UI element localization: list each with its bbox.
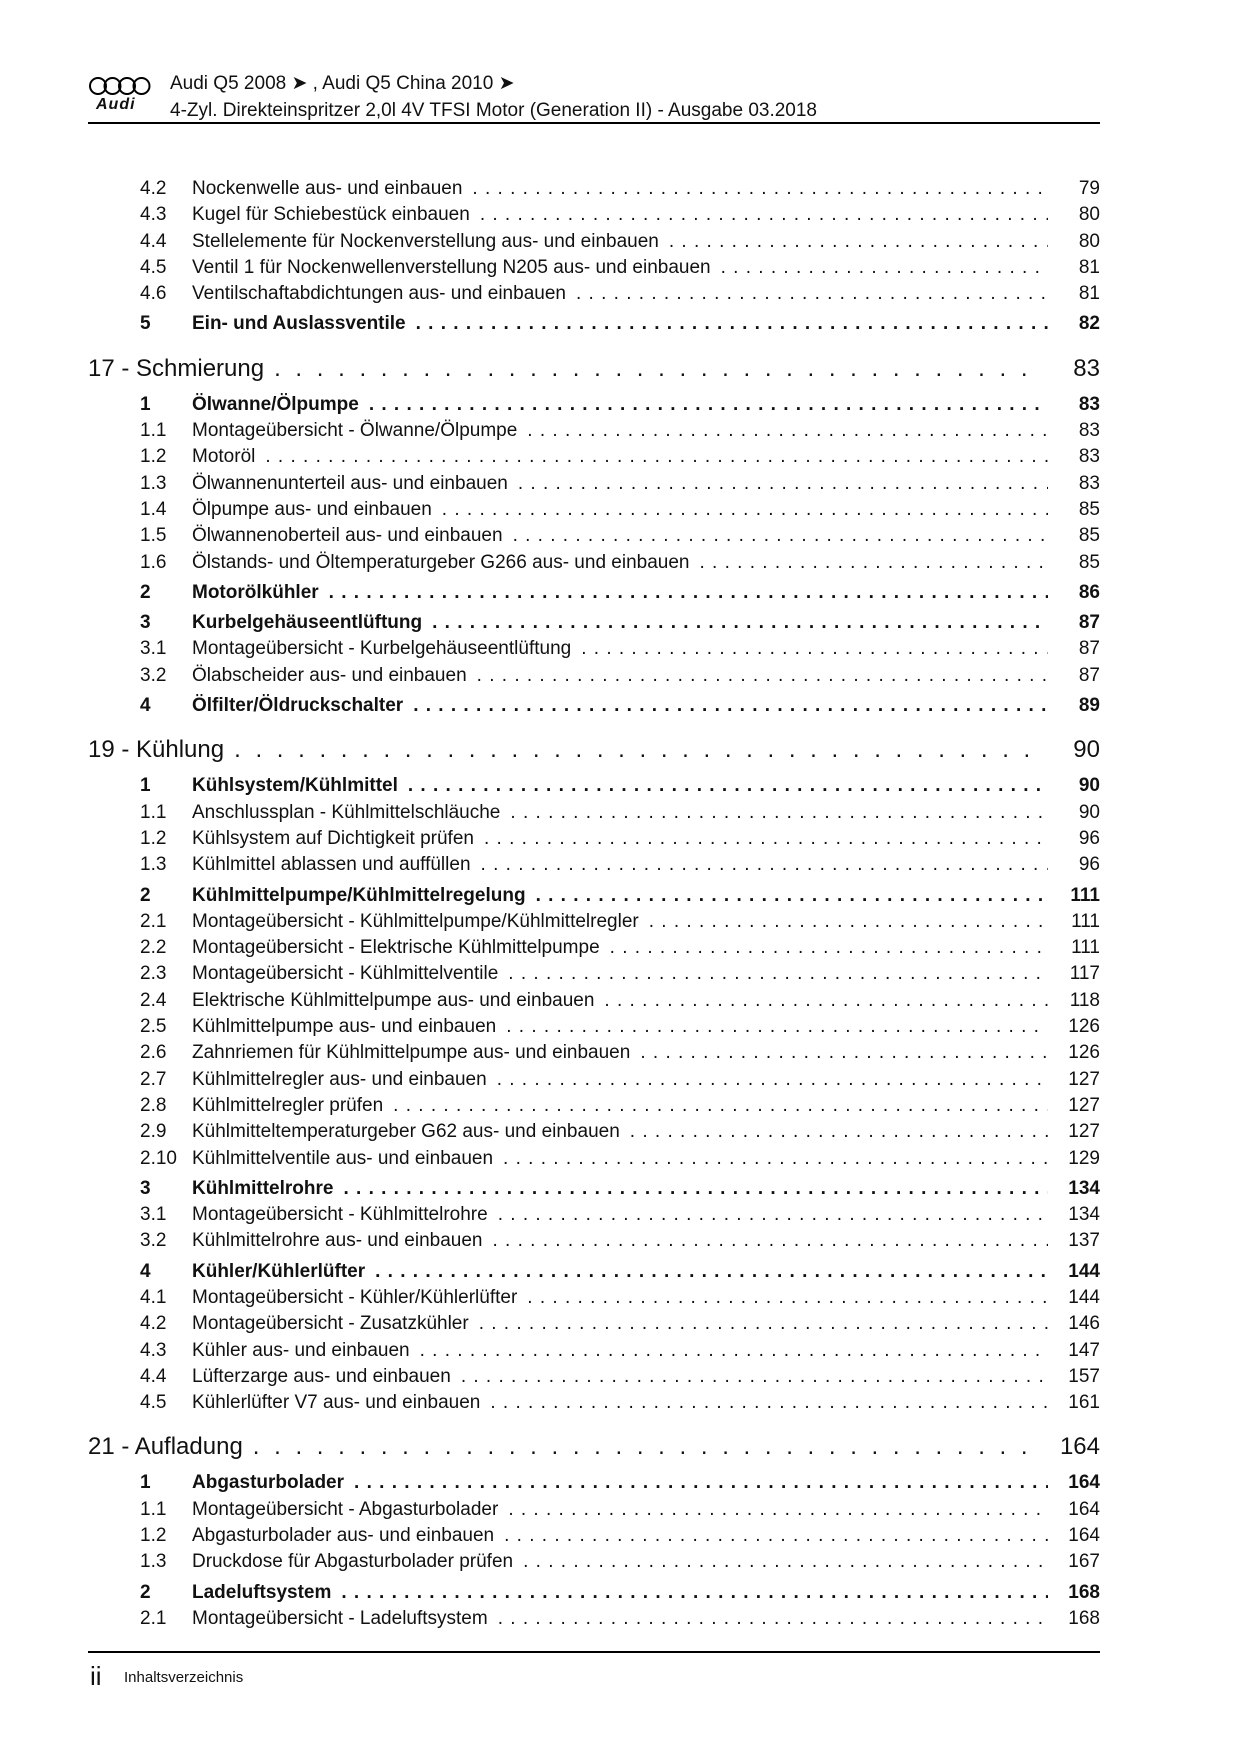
toc-entry-page: 146 [1068, 1313, 1100, 1335]
toc-entry-number: 4.3 [140, 1339, 167, 1361]
toc-section[interactable] [88, 392, 1100, 418]
toc-entry-number: 2.7 [140, 1068, 167, 1090]
toc-chapter[interactable] [88, 731, 1100, 769]
toc-entry-title: Kühlmittelventile aus- und einbauen [192, 1147, 494, 1169]
dot-leader [527, 1285, 1048, 1311]
dot-leader [265, 444, 1048, 470]
toc-section[interactable] [88, 773, 1100, 799]
toc-entry-number: 2.3 [140, 963, 167, 985]
toc-subsection[interactable] [88, 471, 1100, 497]
audi-rings-icon [88, 76, 152, 96]
toc-entry-page: 89 [1078, 695, 1100, 717]
toc-entry-title: Anschlussplan - Kühlmittelschläuche [192, 801, 501, 823]
toc-entry-title: Ventilschaftabdichtungen aus- und einbauen [192, 283, 566, 305]
toc-entry-title: Ölfilter/Öldruckschalter [192, 695, 404, 717]
toc-entry-page: 96 [1078, 827, 1100, 849]
toc-entry-page: 90 [1073, 736, 1100, 764]
toc-section[interactable] [88, 1176, 1100, 1202]
toc-entry-number: 1 [140, 393, 151, 415]
toc-entry-title: Montageübersicht - Elektrische Kühlmittelpumpe [192, 937, 600, 959]
toc-section[interactable] [88, 1580, 1100, 1606]
toc-entry-title: Kugel für Schiebestück einbauen [192, 204, 470, 226]
toc-subsection[interactable] [88, 1390, 1100, 1416]
toc-entry-number: 4.4 [140, 230, 167, 252]
toc-section[interactable] [88, 610, 1100, 636]
toc-entry-number: 1.1 [140, 1498, 167, 1520]
dot-leader [576, 281, 1048, 307]
toc-entry-page: 111 [1070, 884, 1100, 906]
toc-entry-title: Montageübersicht - Kühlmittelventile [192, 963, 499, 985]
toc-entry-number: 2.10 [140, 1147, 177, 1169]
toc-entry-number: 4.4 [140, 1365, 167, 1387]
toc-subsection[interactable] [88, 255, 1100, 281]
toc-entry-title: Kühlsystem/Kühlmittel [192, 775, 398, 797]
toc-section[interactable] [88, 883, 1100, 909]
toc-entry-page: 81 [1078, 283, 1100, 305]
toc-entry-number: 2.4 [140, 989, 167, 1011]
dot-leader [630, 1119, 1048, 1145]
toc-subsection[interactable] [88, 1202, 1100, 1228]
toc-subsection[interactable] [88, 988, 1100, 1014]
toc-entry-page: 111 [1071, 937, 1100, 959]
audi-logo [88, 76, 152, 116]
toc-subsection[interactable] [88, 1040, 1100, 1066]
toc-subsection[interactable] [88, 636, 1100, 662]
dot-leader [369, 392, 1048, 418]
toc-subsection[interactable] [88, 1067, 1100, 1093]
dot-leader [481, 852, 1048, 878]
dot-leader [497, 1067, 1048, 1093]
toc-entry-page: 164 [1059, 1433, 1100, 1461]
dot-leader [480, 202, 1048, 228]
toc-entry-number: 3 [140, 1177, 151, 1199]
toc-entry-page: 85 [1078, 525, 1100, 547]
toc-entry-title: Kühlmittelrohre aus- und einbauen [192, 1230, 483, 1252]
toc-entry-number: 2.5 [140, 1016, 167, 1038]
toc-section[interactable] [88, 1470, 1100, 1496]
toc-entry-page: 80 [1078, 230, 1100, 252]
toc-entry-number: 1 [140, 775, 151, 797]
toc-entry-number: 1.1 [140, 801, 167, 823]
toc-entry-page: 80 [1078, 204, 1100, 226]
toc-subsection[interactable] [88, 523, 1100, 549]
toc-subsection[interactable] [88, 444, 1100, 470]
toc-entry-title: Kühler aus- und einbauen [192, 1339, 410, 1361]
toc-entry-page: 137 [1068, 1230, 1100, 1252]
toc-entry-title: Kühlmittelregler prüfen [192, 1094, 384, 1116]
toc-chapter[interactable] [88, 1428, 1100, 1466]
toc-entry-page: 168 [1068, 1581, 1100, 1603]
toc-entry-page: 90 [1078, 775, 1100, 797]
toc-entry-page: 157 [1068, 1365, 1100, 1387]
toc-entry-number: 3.2 [140, 664, 167, 686]
toc-entry-title: Kühlmittelpumpe aus- und einbauen [192, 1016, 497, 1038]
dot-leader [508, 961, 1048, 987]
toc-entry-page: 126 [1068, 1016, 1100, 1038]
dot-leader [341, 1580, 1048, 1606]
dot-leader [329, 580, 1048, 606]
toc-entry-number: 1.2 [140, 1525, 167, 1547]
dot-leader [413, 693, 1048, 719]
toc-subsection[interactable] [88, 1523, 1100, 1549]
table-of-contents [88, 176, 1100, 1632]
toc-subsection[interactable] [88, 1549, 1100, 1575]
toc-entry-title: Montageübersicht - Kühlmittelrohre [192, 1204, 488, 1226]
dot-leader [393, 1093, 1048, 1119]
toc-entry-number: 1.3 [140, 1551, 167, 1573]
toc-subsection[interactable] [88, 497, 1100, 523]
toc-entry-page: 164 [1068, 1472, 1100, 1494]
toc-entry-page: 83 [1078, 446, 1100, 468]
dot-leader [375, 1259, 1048, 1285]
toc-entry-number: 1.5 [140, 525, 167, 547]
toc-subsection[interactable] [88, 1119, 1100, 1145]
dot-leader [604, 988, 1048, 1014]
dot-leader [503, 1146, 1048, 1172]
toc-entry-page: 86 [1078, 581, 1100, 603]
toc-subsection[interactable] [88, 1093, 1100, 1119]
header-rule [88, 122, 1100, 124]
toc-entry-title: Ölstands- und Öltemperaturgeber G266 aus- und einbauen [192, 551, 690, 573]
toc-entry-number: 2.8 [140, 1094, 167, 1116]
toc-subsection[interactable] [88, 550, 1100, 576]
dot-leader [274, 350, 1038, 388]
dot-leader [669, 229, 1048, 255]
toc-entry-title: Ölwannenunterteil aus- und einbauen [192, 472, 508, 494]
toc-subsection[interactable] [88, 229, 1100, 255]
toc-entry-number: 5 [140, 313, 151, 335]
toc-entry-title: 21 - Aufladung [88, 1433, 243, 1461]
toc-entry-number: 4.2 [140, 178, 167, 199]
toc-section[interactable] [88, 1259, 1100, 1285]
dot-leader [523, 1549, 1048, 1575]
toc-entry-number: 3.1 [140, 638, 167, 660]
toc-entry-page: 161 [1068, 1392, 1100, 1414]
toc-entry-number: 1.1 [140, 420, 167, 442]
toc-entry-page: 83 [1078, 472, 1100, 494]
toc-entry-page: 118 [1069, 989, 1100, 1011]
dot-leader [416, 311, 1048, 337]
toc-entry-number: 4.5 [140, 1392, 167, 1414]
dot-leader [640, 1040, 1048, 1066]
toc-entry-page: 117 [1069, 963, 1100, 985]
dot-leader [479, 1311, 1048, 1337]
toc-subsection[interactable] [88, 800, 1100, 826]
toc-entry-title: Druckdose für Abgasturbolader prüfen [192, 1551, 514, 1573]
toc-subsection[interactable] [88, 1364, 1100, 1390]
toc-subsection[interactable] [88, 1606, 1100, 1632]
toc-entry-number: 2.2 [140, 937, 167, 959]
toc-entry-number: 1.4 [140, 498, 167, 520]
toc-entry-number: 1.3 [140, 854, 167, 876]
footer-label: Inhaltsverzeichnis [124, 1669, 244, 1686]
dot-leader [343, 1176, 1048, 1202]
toc-entry-number: 4.1 [140, 1286, 167, 1308]
toc-subsection[interactable] [88, 1338, 1100, 1364]
toc-subsection[interactable] [88, 1228, 1100, 1254]
toc-entry-number: 2 [140, 884, 151, 906]
toc-entry-page: 147 [1068, 1339, 1100, 1361]
toc-subsection[interactable] [88, 281, 1100, 307]
toc-entry-number: 1.2 [140, 827, 167, 849]
dot-leader [518, 471, 1048, 497]
toc-entry-title: Kühlmittelpumpe/Kühlmittelregelung [192, 884, 526, 906]
toc-entry-title: Montageübersicht - Ladeluftsystem [192, 1607, 488, 1629]
toc-entry-title: Kurbelgehäuseentlüftung [192, 612, 423, 634]
toc-subsection[interactable] [88, 826, 1100, 852]
toc-entry-title: Motoröl [192, 446, 256, 468]
dot-leader [477, 663, 1048, 689]
toc-entry-title: Kühlmittelrohre [192, 1177, 334, 1199]
toc-entry-title: Stellelemente für Nockenverstellung aus- und einbauen [192, 230, 659, 252]
toc-entry-title: Motorölkühler [192, 581, 319, 603]
toc-entry-page: 144 [1068, 1260, 1100, 1282]
toc-entry-page: 127 [1068, 1068, 1100, 1090]
toc-entry-page: 85 [1078, 551, 1100, 573]
toc-subsection[interactable] [88, 418, 1100, 444]
toc-entry-page: 83 [1073, 354, 1100, 382]
toc-entry-page: 144 [1068, 1286, 1100, 1308]
toc-entry-page: 87 [1078, 664, 1100, 686]
dot-leader [504, 1523, 1048, 1549]
vehicle-models: Audi Q5 2008 ➤ , Audi Q5 China 2010 ➤ [170, 73, 515, 94]
toc-entry-number: 1 [140, 1472, 151, 1494]
toc-entry-title: Nockenwelle aus- und einbauen [192, 178, 463, 199]
toc-entry-title: Ölwannenoberteil aus- und einbauen [192, 525, 503, 547]
dot-leader [408, 773, 1048, 799]
toc-entry-title: Ölwanne/Ölpumpe [192, 393, 359, 415]
toc-chapter[interactable] [88, 350, 1100, 388]
toc-subsection[interactable] [88, 202, 1100, 228]
toc-entry-title: Abgasturbolader aus- und einbauen [192, 1525, 495, 1547]
toc-entry-number: 1.3 [140, 472, 167, 494]
toc-entry-title: Abgasturbolader [192, 1472, 345, 1494]
toc-entry-page: 126 [1068, 1042, 1100, 1064]
toc-entry-title: Ladeluftsystem [192, 1581, 332, 1603]
toc-entry-page: 129 [1068, 1147, 1100, 1169]
toc-entry-title: Montageübersicht - Abgasturbolader [192, 1498, 499, 1520]
toc-entry-page: 111 [1071, 910, 1100, 932]
dot-leader [581, 636, 1048, 662]
toc-entry-page: 164 [1068, 1525, 1100, 1547]
dot-leader [649, 909, 1048, 935]
dot-leader [442, 497, 1048, 523]
toc-entry-page: 87 [1078, 638, 1100, 660]
toc-entry-page: 79 [1078, 178, 1100, 199]
toc-entry-title: Kühlmittelregler aus- und einbauen [192, 1068, 487, 1090]
toc-entry-number: 4.3 [140, 204, 167, 226]
dot-leader [420, 1338, 1048, 1364]
toc-entry-number: 3 [140, 612, 151, 634]
toc-subsection[interactable] [88, 176, 1100, 202]
toc-subsection[interactable] [88, 1014, 1100, 1040]
toc-entry-title: Ein- und Auslassventile [192, 313, 406, 335]
dot-leader [498, 1202, 1048, 1228]
toc-entry-page: 90 [1078, 801, 1100, 823]
toc-subsection[interactable] [88, 852, 1100, 878]
footer-rule [88, 1651, 1100, 1653]
dot-leader [354, 1470, 1048, 1496]
dot-leader [508, 1497, 1048, 1523]
toc-entry-number: 2 [140, 581, 151, 603]
dot-leader [527, 418, 1048, 444]
toc-section[interactable] [88, 580, 1100, 606]
toc-entry-page: 82 [1078, 313, 1100, 335]
toc-entry-title: Zahnriemen für Kühlmittelpumpe aus- und einbauen [192, 1042, 631, 1064]
toc-entry-title: Kühlmitteltemperaturgeber G62 aus- und einbauen [192, 1121, 620, 1143]
toc-entry-title: Montageübersicht - Kühler/Kühlerlüfter [192, 1286, 518, 1308]
toc-entry-title: Montageübersicht - Kühlmittelpumpe/Kühlmittelregler [192, 910, 639, 932]
toc-section[interactable] [88, 693, 1100, 719]
toc-subsection[interactable] [88, 1285, 1100, 1311]
toc-entry-page: 96 [1078, 854, 1100, 876]
dot-leader [510, 800, 1048, 826]
page-number: ii [90, 1661, 102, 1691]
dot-leader [536, 883, 1048, 909]
dot-leader [721, 255, 1048, 281]
toc-subsection[interactable] [88, 1497, 1100, 1523]
toc-subsection[interactable] [88, 961, 1100, 987]
toc-entry-number: 4.5 [140, 256, 167, 278]
toc-entry-page: 83 [1078, 420, 1100, 442]
toc-entry-number: 4.2 [140, 1313, 167, 1335]
toc-entry-title: Lüfterzarge aus- und einbauen [192, 1365, 451, 1387]
toc-entry-number: 1.6 [140, 551, 167, 573]
toc-entry-page: 87 [1078, 612, 1100, 634]
toc-subsection[interactable] [88, 1146, 1100, 1172]
dot-leader [472, 176, 1048, 202]
toc-entry-page: 127 [1068, 1121, 1100, 1143]
toc-entry-number: 3.2 [140, 1230, 167, 1252]
toc-entry-page: 167 [1068, 1551, 1100, 1573]
toc-entry-page: 81 [1078, 256, 1100, 278]
toc-subsection[interactable] [88, 909, 1100, 935]
toc-entry-number: 2.6 [140, 1042, 167, 1064]
toc-entry-page: 83 [1078, 393, 1100, 415]
toc-entry-page: 164 [1068, 1498, 1100, 1520]
toc-entry-number: 4 [140, 1260, 151, 1282]
dot-leader [506, 1014, 1048, 1040]
dot-leader [699, 550, 1048, 576]
toc-entry-title: Elektrische Kühlmittelpumpe aus- und einbauen [192, 989, 595, 1011]
dot-leader [461, 1364, 1048, 1390]
toc-entry-title: Ventil 1 für Nockenwellenverstellung N205 aus- und einbauen [192, 256, 711, 278]
toc-entry-number: 2.9 [140, 1121, 167, 1143]
toc-entry-page: 168 [1068, 1607, 1100, 1629]
toc-entry-title: Montageübersicht - Kurbelgehäuseentlüftung [192, 638, 572, 660]
toc-entry-title: 17 - Schmierung [88, 354, 265, 382]
dot-leader [253, 1428, 1038, 1466]
toc-subsection[interactable] [88, 663, 1100, 689]
dot-leader [513, 523, 1048, 549]
dot-leader [432, 610, 1048, 636]
toc-entry-title: 19 - Kühlung [88, 736, 225, 764]
toc-entry-page: 85 [1078, 498, 1100, 520]
manual-subtitle: 4-Zyl. Direkteinspritzer 2,0l 4V TFSI Motor (Generation II) - Ausgabe 03.2018 [170, 100, 817, 121]
dot-leader [484, 826, 1048, 852]
toc-subsection[interactable] [88, 935, 1100, 961]
toc-entry-title: Kühlsystem auf Dichtigkeit prüfen [192, 827, 474, 849]
toc-entry-number: 2.1 [140, 910, 167, 932]
dot-leader [490, 1390, 1048, 1416]
audi-wordmark: Audi [96, 96, 136, 113]
toc-entry-title: Kühler/Kühlerlüfter [192, 1260, 366, 1282]
toc-entry-title: Montageübersicht - Ölwanne/Ölpumpe [192, 420, 518, 442]
toc-entry-title: Kühlmittel ablassen und auffüllen [192, 854, 471, 876]
toc-entry-number: 2 [140, 1581, 151, 1603]
toc-entry-title: Ölabscheider aus- und einbauen [192, 664, 467, 686]
dot-leader [492, 1228, 1048, 1254]
toc-entry-title: Montageübersicht - Zusatzkühler [192, 1313, 469, 1335]
toc-entry-page: 127 [1068, 1094, 1100, 1116]
toc-subsection[interactable] [88, 1311, 1100, 1337]
toc-section[interactable] [88, 311, 1100, 337]
dot-leader [610, 935, 1048, 961]
toc-entry-title: Kühlerlüfter V7 aus- und einbauen [192, 1392, 481, 1414]
toc-entry-title: Ölpumpe aus- und einbauen [192, 498, 432, 520]
toc-entry-number: 4.6 [140, 283, 167, 305]
dot-leader [234, 731, 1038, 769]
toc-entry-page: 134 [1068, 1204, 1100, 1226]
dot-leader [498, 1606, 1048, 1632]
toc-entry-number: 4 [140, 695, 151, 717]
toc-entry-page: 134 [1068, 1177, 1100, 1199]
toc-entry-number: 1.2 [140, 446, 167, 468]
toc-entry-number: 3.1 [140, 1204, 167, 1226]
toc-entry-number: 2.1 [140, 1607, 167, 1629]
